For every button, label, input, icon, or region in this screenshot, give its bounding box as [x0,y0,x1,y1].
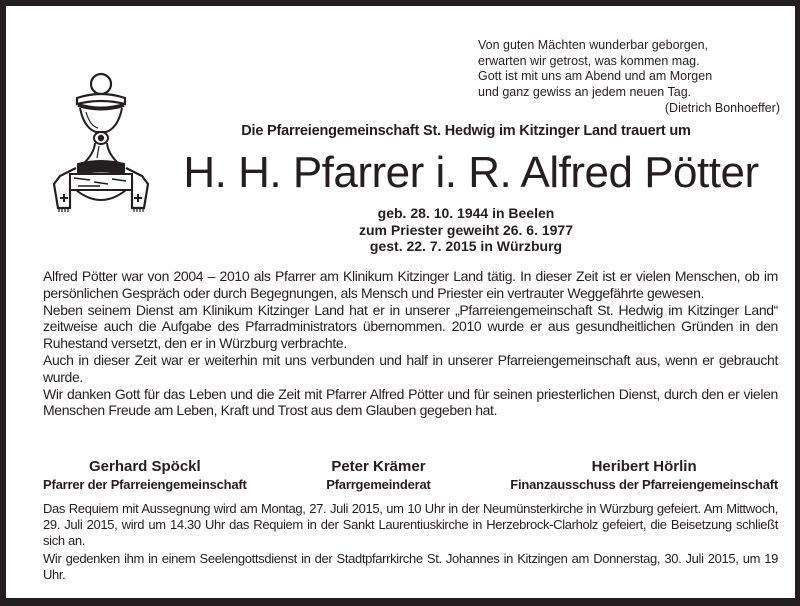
signer-name: Heribert Hörlin [591,458,697,475]
signatories [43,457,778,493]
obituary-text [43,268,778,419]
service-notes [43,501,778,585]
quote-line: und ganz gewiss an jedem neuen Tag. [478,84,692,99]
bonhoeffer-quote [478,38,794,117]
signer [43,457,247,493]
signer-role: Pfarrgemeinderat [326,477,431,492]
obituary-card [6,6,795,598]
requiem-note: Das Requiem mit Aussegnung wird am Montag, 27. Juli 2015, um 10 Uhr in der Neumünsterkirche in Würzburg gefeiert. Am Mittwoch, 29. Juli 2015, wird um 14.30 Uhr das Requiem in der Sankt Laurentiuskirche in Herzebrock-Clarholz gefeiert, die Beisetzung schließt sich an. [43,501,778,548]
memorial-note: Wir gedenken ihm in einem Seelengottsdienst in der Stadtpfarrkirche St. Johannes in Kitzingen am Donnerstag, 30. Juli 2015, um 19 Uhr. [43,551,778,582]
signer [326,457,430,493]
signer-role: Pfarrer der Pfarreiengemeinschaft [43,477,247,492]
signer-name: Gerhard Spöckl [88,458,201,475]
mourning-intro: Die Pfarreiengemeinschaft St. Hedwig im Kitzinger Land trauert um [241,123,691,139]
quote-author: (Dietrich Bonhoeffer) [664,101,780,115]
birth-date: geb. 28. 10. 1944 in Beelen [377,205,555,221]
body-paragraph: Alfred Pötter war von 2004 – 2010 als Pfarrer am Klinikum Kitzinger Land tätig. In dieser Zeit ist er vielen Menschen, ob im persönlichen Gespräch oder durch Begegnungen, als Mensch und Priester ein vertrauter Weggefährte gewesen. [43,268,778,301]
quote-line: Von guten Mächten wunderbar geborgen, [478,38,709,52]
ordination-date: zum Priester geweiht 26. 6. 1977 [359,221,573,238]
body-paragraph: Auch in dieser Zeit war er weiterhin mit uns verbunden und half in unserer Pfarreiengemeinschaft aus, wenn er gebraucht wurde. [43,351,778,385]
life-dates [166,205,766,255]
chalice-stole-icon [50,72,152,212]
signer [510,457,778,493]
deceased-name: H. H. Pfarrer i. R. Alfred Pötter [183,148,759,197]
body-paragraph: Neben seinem Dienst am Klinikum Kitzinger Land hat er in unserer „Pfarreiengemeinschaft St. Hedwig im Kitzinger Land“ zeitweise auch die Aufgabe des Pfarradministrators übernommen. 2010 wurde er aus gesundheitlichen Gründen in den Ruhestand versetzt, den er in Würzburg verbrachte. [43,301,778,352]
body-paragraph: Wir danken Gott für das Leben und die Zeit mit Pfarrer Alfred Pötter und für seinen priesterlichen Dienst, durch den er vielen Menschen Freude am Leben, Kraft und Trost aus dem Glauben gegeben hat. [43,385,778,419]
quote-line: erwarten wir getrost, was kommen mag. [478,53,700,68]
death-date: gest. 22. 7. 2015 in Würzburg [369,238,563,254]
signer-role: Finanzausschuss der Pfarreiengemeinschaft [510,477,778,492]
signer-name: Peter Krämer [331,458,426,475]
quote-line: Gott ist mit uns am Abend und am Morgen [478,69,713,83]
